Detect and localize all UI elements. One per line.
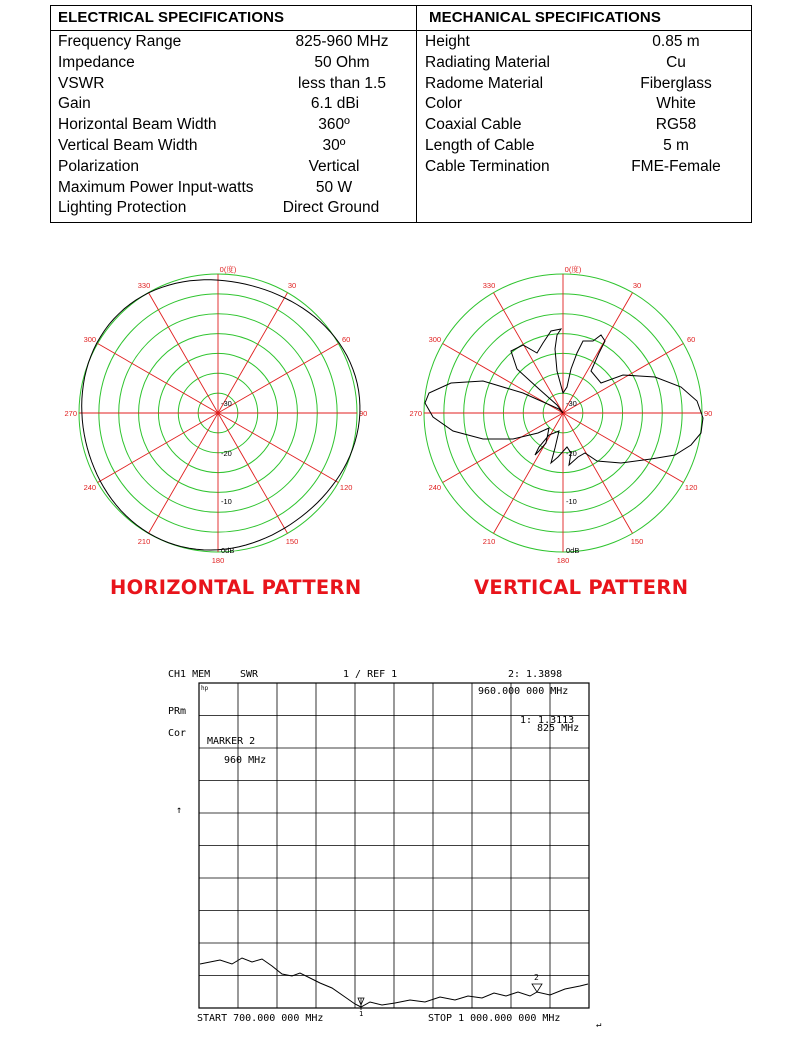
polar-db-label: 0dB <box>566 546 580 555</box>
electrical-values <box>261 32 401 219</box>
table-header-divider <box>51 30 751 31</box>
polar-db-label: -20 <box>221 449 232 458</box>
spec-value: 50 W <box>315 178 353 196</box>
vertical-pattern-plot <box>403 262 733 572</box>
polar-angle-label: 240 <box>83 483 97 492</box>
swr-format: SWR <box>240 669 259 680</box>
swr-marker-readout: 2: 1.3898 <box>508 669 563 680</box>
swr-marker-freq: 960.000 000 MHz <box>478 686 569 697</box>
swr-marker-label-freq: 960 MHz <box>224 755 267 766</box>
electrical-specs-title: ELECTRICAL SPECIFICATIONS <box>58 9 285 26</box>
polar-db-label: -30 <box>221 399 232 408</box>
swr-marker1-readout: 1: 1.3113 <box>520 715 575 726</box>
spec-value: less than 1.5 <box>298 74 386 92</box>
specifications-table <box>50 5 752 223</box>
polar-db-label: -10 <box>221 497 232 506</box>
spec-value: 6.1 dBi <box>310 95 360 113</box>
spec-value: Vertical <box>308 157 360 175</box>
polar-angle-label: 210 <box>482 537 496 547</box>
spec-label: Radome Material <box>425 74 544 92</box>
spec-label: Vertical Beam Width <box>58 136 198 154</box>
polar-angle-label: 60 <box>686 335 696 344</box>
polar-angle-label: 330 <box>137 280 151 290</box>
swr-channel: CH1 MEM <box>168 669 211 680</box>
polar-angle-label: 330 <box>482 280 496 290</box>
swr-side-cor: Cor <box>168 728 187 739</box>
polar-db-label: 0dB <box>221 546 235 555</box>
swr-stop: STOP 1 000.000 000 MHz <box>428 1013 561 1024</box>
spec-value: Direct Ground <box>282 199 380 217</box>
swr-grid <box>199 683 589 1008</box>
swr-side-prm: PRm <box>168 706 187 717</box>
spec-value: 825-960 MHz <box>295 33 389 50</box>
polar-angle-label: 180 <box>211 556 225 565</box>
polar-angle-label: 90 <box>704 409 713 418</box>
spec-value: 50 Ohm <box>314 53 370 71</box>
polar-angle-label: 150 <box>285 537 299 547</box>
spec-label: Lighting Protection <box>58 199 187 217</box>
vertical-pattern-title: VERTICAL PATTERN <box>474 576 689 599</box>
spec-label: Polarization <box>58 157 139 175</box>
mechanical-values <box>611 32 741 178</box>
spec-label: Horizontal Beam Width <box>58 116 217 134</box>
spec-label: Cable Termination <box>425 157 550 175</box>
swr-arrow: ↑ <box>176 805 183 816</box>
marker-2-symbol: 2 <box>534 973 539 982</box>
spec-value: 360º <box>318 116 350 134</box>
spec-value: 30º <box>322 136 346 154</box>
polar-angle-label: 300 <box>428 335 442 344</box>
hp-logo: hp <box>201 685 209 692</box>
spec-label: VSWR <box>58 74 105 92</box>
polar-angle-label: 60 <box>341 335 351 344</box>
polar-angle-label: 120 <box>339 483 353 492</box>
return-glyph: ↵ <box>596 1020 602 1030</box>
spec-label: Gain <box>58 95 91 113</box>
spec-label: Coaxial Cable <box>425 116 522 134</box>
polar-angle-label: 90 <box>359 409 368 418</box>
polar-angle-label: 30 <box>632 280 642 290</box>
spec-value: RG58 <box>655 116 697 134</box>
spec-label: Maximum Power Input-watts <box>58 178 254 196</box>
spec-label: Color <box>425 95 463 113</box>
electrical-labels <box>58 32 254 219</box>
spec-label: Frequency Range <box>58 33 182 50</box>
polar-angle-label: 300 <box>83 335 97 344</box>
spec-label: Radiating Material <box>425 53 550 71</box>
swr-marker1-freq: 825 MHz <box>537 723 580 734</box>
spec-value: 0.85 m <box>652 33 700 50</box>
swr-marker-label: MARKER 2 <box>207 736 256 747</box>
table-column-divider <box>416 6 417 222</box>
polar-angle-label: 270 <box>64 409 77 418</box>
polar-angle-label: 180 <box>556 556 570 565</box>
spec-value: Fiberglass <box>640 74 712 92</box>
spec-label: Height <box>425 33 470 50</box>
spec-value: FME-Female <box>631 157 721 175</box>
polar-db-label: -10 <box>566 497 577 506</box>
polar-db-label: -20 <box>566 449 577 458</box>
marker-1-symbol: 1 <box>359 1010 364 1018</box>
polar-angle-label: 30 <box>287 280 297 290</box>
polar-angle-label: 210 <box>137 537 151 547</box>
polar-angle-label: 120 <box>684 483 698 492</box>
swr-start: START 700.000 000 MHz <box>197 1013 324 1024</box>
spec-value: Cu <box>666 53 686 71</box>
swr-scale: 1 / REF 1 <box>343 669 398 680</box>
horizontal-pattern-plot <box>58 262 388 572</box>
polar-angle-label: 270 <box>409 409 422 418</box>
spec-value: White <box>656 95 696 113</box>
mechanical-specs-title: MECHANICAL SPECIFICATIONS <box>429 9 661 26</box>
polar-db-label: -30 <box>566 399 577 408</box>
polar-angle-label: 0(度) <box>219 265 237 274</box>
spec-label: Length of Cable <box>425 136 535 154</box>
spec-label: Impedance <box>58 53 135 71</box>
horizontal-pattern-title: HORIZONTAL PATTERN <box>110 576 362 599</box>
polar-angle-label: 150 <box>630 537 644 547</box>
spec-value: 5 m <box>663 136 689 154</box>
polar-angle-label: 240 <box>428 483 442 492</box>
mechanical-labels <box>425 32 550 178</box>
polar-angle-label: 0(度) <box>564 265 582 274</box>
swr-plot <box>160 662 610 1032</box>
